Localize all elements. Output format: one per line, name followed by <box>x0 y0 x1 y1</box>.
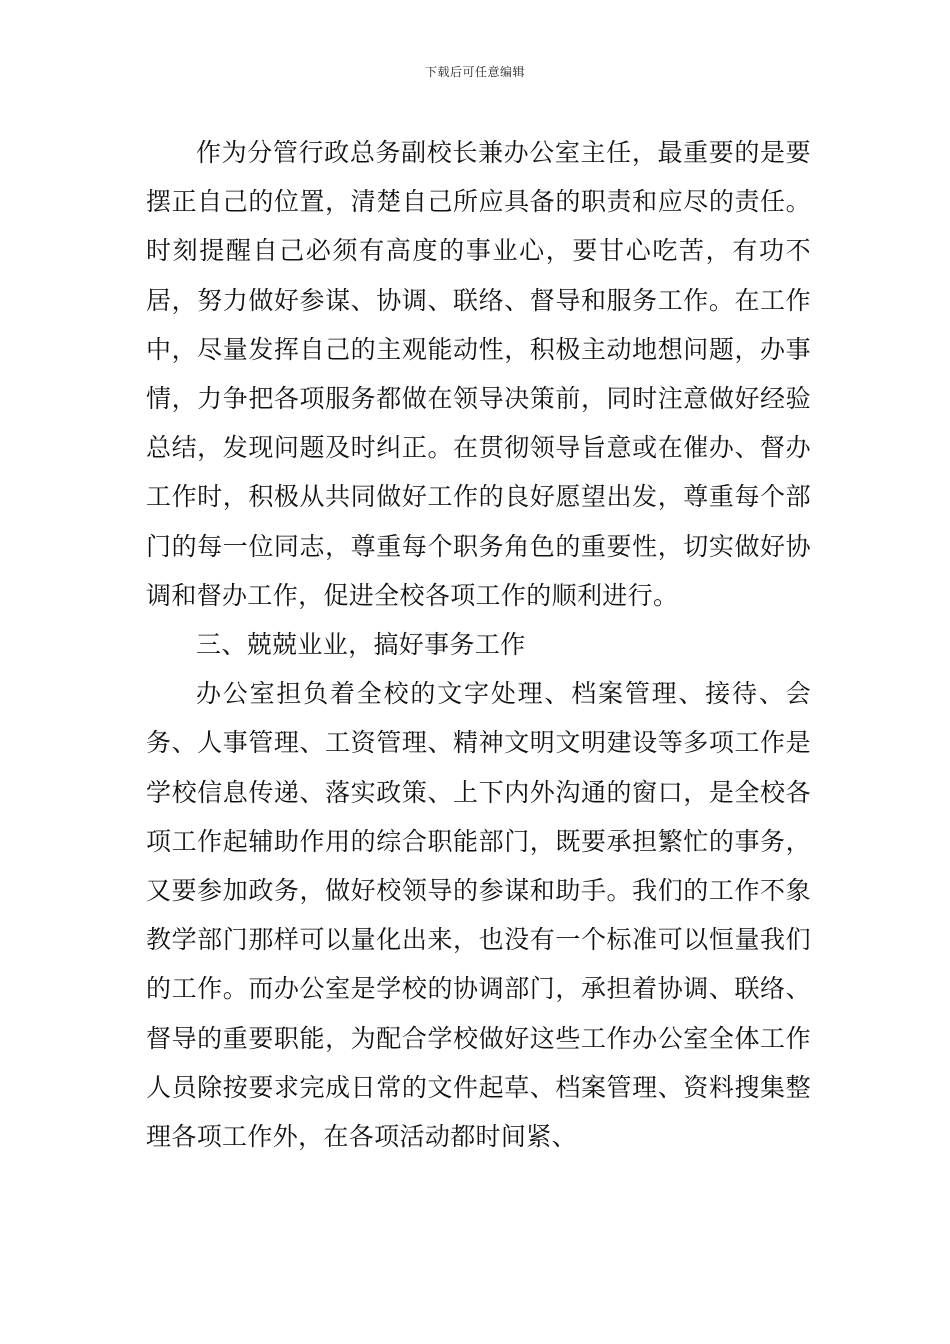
paragraph-office-work: 办公室担负着全校的文字处理、档案管理、接待、会务、人事管理、工资管理、精神文明文明建设等多项工作是学校信息传递、落实政策、上下内外沟通的窗口，是全校各项工作起辅助作用的综合职能部门，既要承担繁忙的事务，又要参加政务，做好校领导的参谋和助手。我们的工作不象教学部门那样可以量化出来，也没有一个标准可以恒量我们的工作。而办公室是学校的协调部门，承担着协调、联络、督导的重要职能，为配合学校做好这些工作办公室全体工作人员除按要求完成日常的文件起草、档案管理、资料搜集整理各项工作外，在各项活动都时间紧、 <box>146 679 811 1152</box>
header-note: 下载后可任意编辑 <box>424 65 525 79</box>
paragraph-duties: 作为分管行政总务副校长兼办公室主任，最重要的是要摆正自己的位置，清楚自己所应具备的职责和应尽的责任。时刻提醒自己必须有高度的事业心，要甘心吃苦，有功不居，努力做好参谋、协调、联络、督导和服务工作。在工作中，尽量发挥自己的主观能动性，积极主动地想问题，办事情，力争把各项服务都做在领导决策前，同时注意做好经验总结，发现问题及时纠正。在贯彻领导旨意或在催办、督办工作时，积极从共同做好工作的良好愿望出发，尊重每个部门的每一位同志，尊重每个职务角色的重要性，切实做好协调和督办工作，促进全校各项工作的顺利进行。 <box>146 138 811 610</box>
document-body <box>146 128 811 1161</box>
section-heading: 三、兢兢业业，搞好事务工作 <box>196 630 526 660</box>
